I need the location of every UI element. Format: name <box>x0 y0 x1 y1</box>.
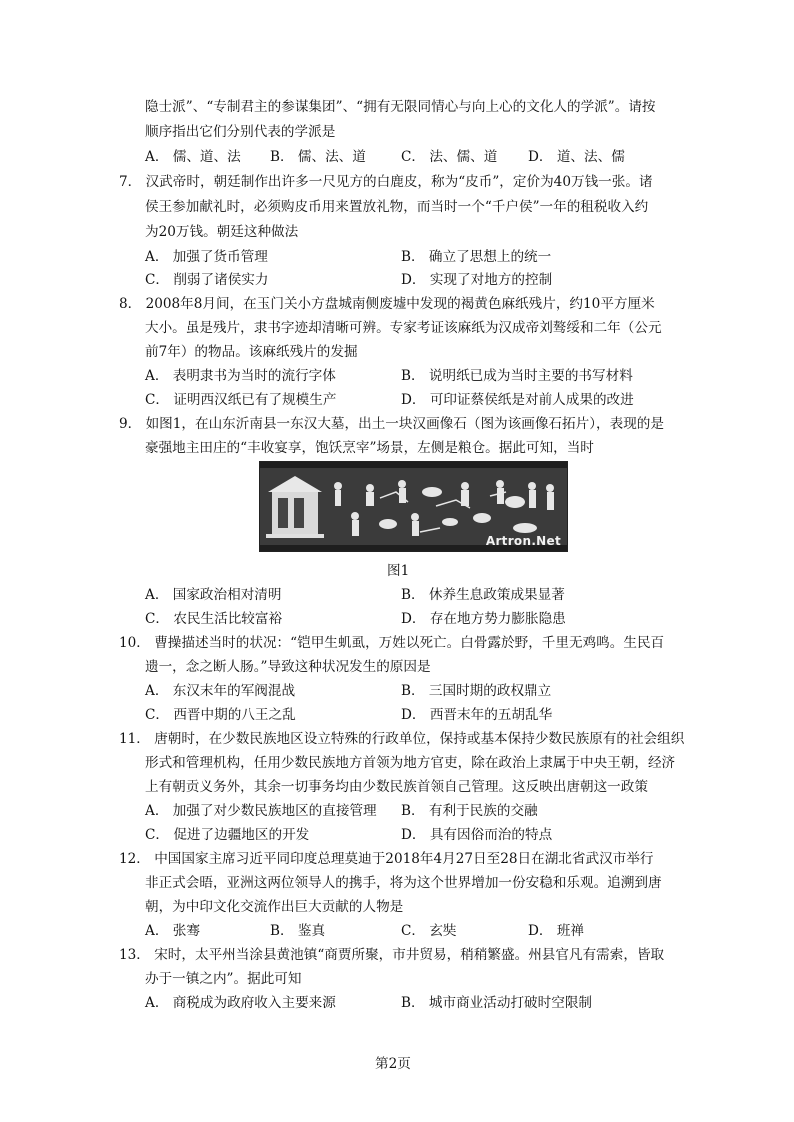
figure-caption: 图1 <box>387 563 410 579</box>
q8-option-b: B． 说明纸已成为当时主要的书写材料 <box>401 368 633 384</box>
q8-option-a: A． 表明隶书为当时的流行字体 <box>145 368 336 384</box>
q9-option-d: D． 存在地方势力膨胀隐患 <box>401 611 566 627</box>
q9-option-a: A． 国家政治相对清明 <box>145 587 282 603</box>
q8-option-d: D． 可印证蔡侯纸是对前人成果的改进 <box>401 392 634 408</box>
q8-stem-line: 大小。虽是残片，隶书字迹却清晰可辨。专家考证该麻纸为汉成帝刘骜绥和二年（公元 <box>145 320 662 336</box>
q10-option-a: A． 东汉末年的军阀混战 <box>145 683 296 699</box>
q7-option-c: C． 削弱了诸侯实力 <box>145 272 269 288</box>
q9-option-b: B． 休养生息政策成果显著 <box>401 587 565 603</box>
q13-stem-line: 办于一镇之内”。据此可知 <box>145 971 302 987</box>
q10-option-b: B． 三国时期的政权鼎立 <box>401 683 552 699</box>
q7-stem-line: 为20万钱。朝廷这种做法 <box>145 224 299 240</box>
q11-option-d: D． 具有因俗而治的特点 <box>401 827 553 843</box>
q7-stem-line: 侯王参加献礼时，必须购皮币用来置放礼物，而当时一个“千户侯”一年的租税收入约 <box>145 199 649 215</box>
q10-option-d: D． 西晋末年的五胡乱华 <box>401 707 553 723</box>
q6-option-a: A． 儒、道、法 <box>145 149 241 165</box>
q11-option-b: B． 有利于民族的交融 <box>401 803 538 819</box>
q6-option-c: C． 法、儒、道 <box>401 149 498 165</box>
q8-option-c: C． 证明西汉纸已有了规模生产 <box>145 392 337 408</box>
q6-option-b: B． 儒、法、道 <box>270 149 366 165</box>
q12-stem-line: 非正式会晤，亚洲这两位领导人的携手，将为这个世界增加一份安稳和乐观。追溯到唐 <box>145 875 662 891</box>
q8-stem-line: 前7年）的物品。该麻纸残片的发掘 <box>145 344 358 360</box>
q12-option-b: B． 鉴真 <box>270 923 326 939</box>
q8-stem-line: 8． 2008年8月间，在玉门关小方盘城南侧废墟中发现的褐黄色麻纸残片，约10平方厘米 <box>119 296 655 312</box>
q12-stem-line: 朝，为中印文化交流作出巨大贡献的人物是 <box>145 899 404 915</box>
q7-stem-line: 7． 汉武帝时，朝廷制作出许多一尺见方的白鹿皮，称为“皮币”，定价为40万钱一张。诸 <box>119 174 653 190</box>
q11-stem-line: 形式和管理机构，任用少数民族地方首领为地方官吏，除在政治上隶属于中央王朝，经济 <box>145 755 676 771</box>
q12-option-d: D． 班禅 <box>528 923 585 939</box>
q7-option-d: D． 实现了对地方的控制 <box>401 272 553 288</box>
q12-option-a: A． 张骞 <box>145 923 200 939</box>
page-number: 第2页 <box>375 1056 411 1072</box>
q7-option-a: A． 加强了货币管理 <box>145 249 268 265</box>
q11-option-a: A． 加强了对少数民族地区的直接管理 <box>145 803 377 819</box>
q9-stem-line: 豪强地主田庄的“丰收宴享，饱饫烹宰”场景，左侧是粮仓。据此可知，当时 <box>145 440 594 456</box>
q13-option-b: B． 城市商业活动打破时空限制 <box>401 995 593 1011</box>
q10-stem-line: 遗一，念之断人肠。”导致这种状况发生的原因是 <box>145 659 431 675</box>
q11-stem-line: 上有朝贡义务外，其余一切事务均由少数民族首领自己管理。这反映出唐朝这一政策 <box>145 779 648 795</box>
q13-option-a: A． 商税成为政府收入主要来源 <box>145 995 336 1011</box>
watermark-text: Artron.Net <box>485 534 561 548</box>
q6-stem-line: 隐士派”、“专制君主的参谋集团”、“拥有无限同情心与向上心的文化人的学派”。请按 <box>145 99 656 115</box>
q9-option-c: C． 农民生活比较富裕 <box>145 611 283 627</box>
q12-stem-line: 12． 中国国家主席习近平同印度总理莫迪于2018年4月27日至28日在湖北省武汉市举行 <box>119 851 654 867</box>
q13-stem-line: 13． 宋时，太平州当涂县黄池镇“商贾所聚，市井贸易，稍稍繁盛。州县官凡有需索，皆取 <box>119 947 665 963</box>
q9-stem-line: 9． 如图1，在山东沂南县一东汉大墓，出土一块汉画像石（图为该画像石拓片），表现的是 <box>119 416 664 432</box>
stone-relief-rubbing-image <box>259 461 568 552</box>
q12-option-c: C． 玄奘 <box>401 923 457 939</box>
q10-option-c: C． 西晋中期的八王之乱 <box>145 707 296 723</box>
q11-stem-line: 11． 唐朝时，在少数民族地区设立特殊的行政单位，保持或基本保持少数民族原有的社会组织 <box>119 731 685 747</box>
q6-option-d: D． 道、法、儒 <box>528 149 625 165</box>
q6-stem-line: 顺序指出它们分别代表的学派是 <box>145 124 336 140</box>
q7-option-b: B． 确立了思想上的统一 <box>401 249 552 265</box>
q11-option-c: C． 促进了边疆地区的开发 <box>145 827 310 843</box>
q10-stem-line: 10． 曹操描述当时的状况：“铠甲生虮虱，万姓以死亡。白骨露於野，千里无鸡鸣。生民百 <box>119 635 665 651</box>
